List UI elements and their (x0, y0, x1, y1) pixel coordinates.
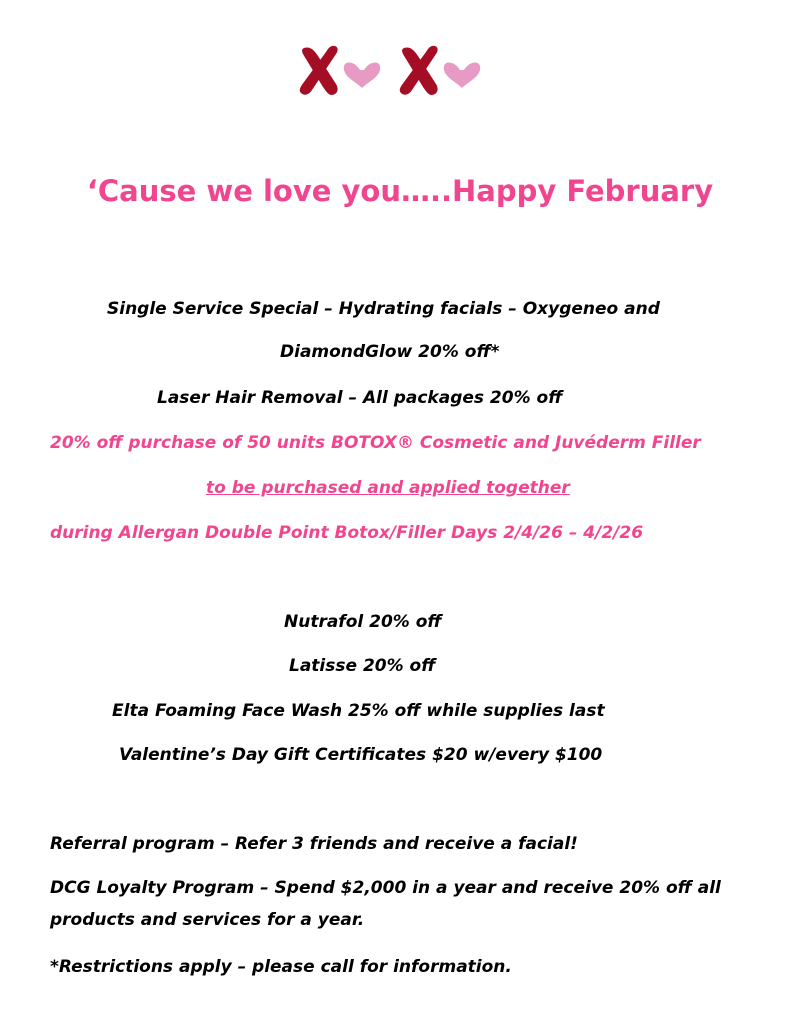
single-service-line-1: Single Service Special – Hydrating facials – Oxygeneo and (107, 299, 660, 319)
restrictions-line: *Restrictions apply – please call for information. (50, 957, 512, 977)
loyalty-line-2: products and services for a year. (50, 910, 365, 930)
elta-line: Elta Foaming Face Wash 25% off while supplies last (112, 701, 605, 721)
botox-line-3: during Allergan Double Point Botox/Filler Days 2/4/26 – 4/2/26 (50, 523, 644, 543)
heart-icon (344, 63, 380, 89)
botox-line-1: 20% off purchase of 50 units BOTOX® Cosmetic and Juvéderm Filler (50, 433, 701, 453)
page-title: ‘Cause we love you…..Happy February (86, 174, 714, 208)
laser-hair-line: Laser Hair Removal – All packages 20% off (157, 388, 563, 408)
referral-line: Referral program – Refer 3 friends and receive a facial! (50, 834, 578, 854)
xoxo-hearts-icon (292, 40, 498, 100)
gift-certificate-line: Valentine’s Day Gift Certificates $20 w/every $100 (119, 745, 603, 765)
x-mark-icon (400, 46, 438, 95)
loyalty-line-1: DCG Loyalty Program – Spend $2,000 in a year and receive 20% off all (50, 878, 721, 898)
x-mark-icon (300, 46, 338, 95)
botox-line-2: to be purchased and applied together (206, 478, 570, 498)
latisse-line: Latisse 20% off (289, 656, 436, 676)
nutrafol-line: Nutrafol 20% off (284, 612, 442, 632)
single-service-line-2: DiamondGlow 20% off* (280, 342, 500, 362)
heart-icon (444, 63, 480, 89)
